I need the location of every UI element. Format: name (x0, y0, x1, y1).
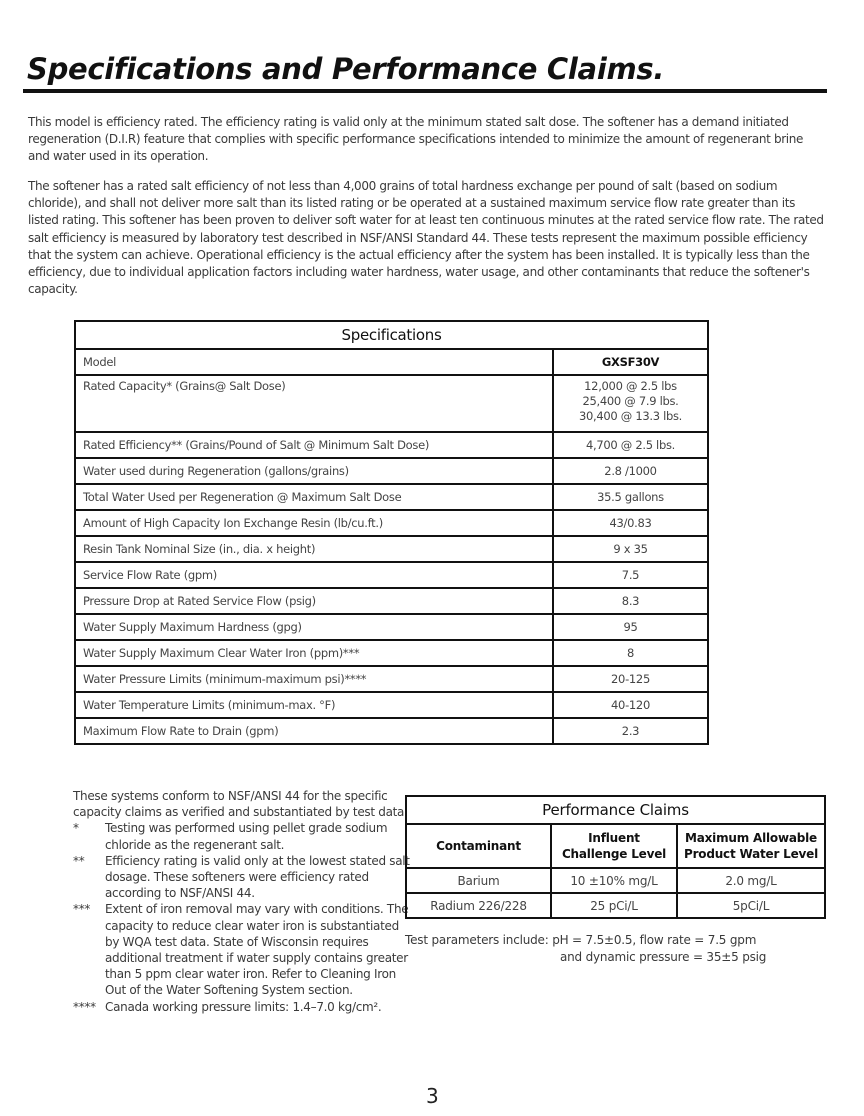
spec-label: Amount of High Capacity Ion Exchange Resin (lb/cu.ft.) (75, 510, 553, 536)
influent-cell: 10 ±10% mg/L (551, 868, 677, 893)
footnote-item (73, 853, 413, 902)
header-line: Maximum Allowable (684, 831, 817, 845)
footnote-item (73, 820, 413, 852)
contaminant-cell: Barium (406, 868, 551, 893)
table-row (75, 692, 708, 718)
spec-label: Rated Efficiency** (Grains/Pound of Salt @ Minimum Salt Dose) (75, 432, 553, 458)
efficiency-paragraph: The softener has a rated salt efficiency of not less than 4,000 grains of total hardness exchange per pound of salt (based on sodium chloride), and shall not deliver more salt than its listed rating or be operated at a sustained maximum service flow rate greater than its listed rating. This softener has been proven to deliver soft water for at least ten continuous minutes at the rated service flow rate. The rated salt efficiency is measured by laboratory test described in NSF/ANSI Standard 44. These tests represent the maximum possible efficiency that the system can achieve. Operational efficiency is the actual efficiency after the system has been installed. It is typically less than the efficiency, due to individual application factors including water hardness, water usage, and other contaminants that reduce the softener's capacity. (28, 179, 824, 297)
spec-value: 2.3 (553, 718, 708, 744)
spec-label: Resin Tank Nominal Size (in., dia. x height) (75, 536, 553, 562)
spec-value: 4,700 @ 2.5 lbs. (553, 432, 708, 458)
column-header-contaminant (406, 824, 551, 868)
footnote-mark: ** (73, 853, 85, 868)
table-row (75, 718, 708, 744)
spec-label: Model (75, 349, 553, 375)
influent-cell: 25 pCi/L (551, 893, 677, 918)
table-row (75, 614, 708, 640)
spec-label: Water used during Regeneration (gallons/grains) (75, 458, 553, 484)
spec-value: 95 (553, 614, 708, 640)
performance-claims-table (405, 795, 826, 919)
spec-label: Water Temperature Limits (minimum-max. °F) (75, 692, 553, 718)
specifications-table (74, 320, 709, 745)
header-line: Contaminant (436, 839, 521, 853)
spec-label: Water Supply Maximum Clear Water Iron (ppm)*** (75, 640, 553, 666)
page-number: 3 (426, 1084, 439, 1108)
header-line: Product Water Level (683, 847, 819, 861)
performance-claims-caption: Performance Claims (406, 796, 825, 824)
table-row (75, 349, 708, 375)
column-header-max-allowable (677, 824, 825, 868)
spec-label: Water Pressure Limits (minimum-maximum psi)**** (75, 666, 553, 692)
table-row (75, 536, 708, 562)
table-row (75, 666, 708, 692)
spec-value: 9 x 35 (553, 536, 708, 562)
table-row (75, 375, 708, 432)
table-row (406, 893, 825, 918)
spec-label: Maximum Flow Rate to Drain (gpm) (75, 718, 553, 744)
test-parameters-line-1: Test parameters include: pH = 7.5±0.5, flow rate = 7.5 gpm (405, 933, 757, 947)
spec-value: 35.5 gallons (553, 484, 708, 510)
spec-value (553, 375, 708, 432)
table-row (75, 562, 708, 588)
test-parameters (405, 932, 835, 965)
spec-value: 7.5 (553, 562, 708, 588)
spec-value: 43/0.83 (553, 510, 708, 536)
footnote-text: Canada working pressure limits: 1.4–7.0 kg/cm². (105, 999, 382, 1014)
capacity-value: 30,400 @ 13.3 lbs. (578, 409, 683, 423)
max-level-cell: 2.0 mg/L (677, 868, 825, 893)
footnote-item (73, 901, 413, 998)
spec-label: Total Water Used per Regeneration @ Maximum Salt Dose (75, 484, 553, 510)
table-row (75, 458, 708, 484)
spec-value: 2.8 /1000 (553, 458, 708, 484)
spec-label: Service Flow Rate (gpm) (75, 562, 553, 588)
max-level-cell: 5pCi/L (677, 893, 825, 918)
intro-paragraph: This model is efficiency rated. The efficiency rating is valid only at the minimum stated salt dose. The softener has a demand initiated regeneration (D.I.R) feature that complies with specific performance specifications intended to minimize the amount of regenerant brine and water used in its operation. (28, 115, 804, 164)
capacity-value: 12,000 @ 2.5 lbs (584, 379, 677, 393)
footnote-item (73, 999, 413, 1015)
table-row (75, 432, 708, 458)
footnotes-intro: These systems conform to NSF/ANSI 44 for the specific capacity claims as verified and substantiated by test data. (73, 789, 408, 820)
footnote-mark: **** (73, 999, 96, 1014)
spec-value: 40-120 (553, 692, 708, 718)
table-row (75, 484, 708, 510)
footnote-mark: * (73, 821, 79, 836)
footnote-text: Efficiency rating is valid only at the lowest stated salt dosage. These softeners were efficiency rated according to NSF/ANSI 44. (105, 853, 410, 901)
specifications-caption: Specifications (75, 321, 708, 349)
spec-value: 8.3 (553, 588, 708, 614)
test-parameters-line-2: and dynamic pressure = 35±5 psig (560, 949, 767, 964)
spec-label: Pressure Drop at Rated Service Flow (psig) (75, 588, 553, 614)
spec-label: Rated Capacity* (Grains@ Salt Dose) (75, 375, 553, 432)
spec-value: 20-125 (553, 666, 708, 692)
title-divider (23, 89, 827, 93)
header-line: Influent (588, 831, 640, 845)
table-row (75, 510, 708, 536)
table-row (75, 588, 708, 614)
footnote-text: Testing was performed using pellet grade sodium chloride as the regenerant salt. (105, 821, 388, 852)
spec-label: Water Supply Maximum Hardness (gpg) (75, 614, 553, 640)
footnote-mark: *** (73, 902, 91, 917)
model-value: GXSF30V (553, 349, 708, 375)
header-line: Challenge Level (561, 847, 667, 861)
footnotes (73, 788, 413, 1015)
table-row (75, 640, 708, 666)
column-header-influent (551, 824, 677, 868)
spec-value: 8 (553, 640, 708, 666)
capacity-value: 25,400 @ 7.9 lbs. (582, 394, 679, 408)
footnote-text: Extent of iron removal may vary with conditions. The capacity to reduce clear water iron is substantiated by WQA test data. State of Wisconsin requires additional treatment if water supply contains greater than 5 ppm clear water iron. Refer to Cleaning Iron Out of the Water Softening System section. (105, 902, 409, 998)
contaminant-cell: Radium 226/228 (406, 893, 551, 918)
page-title: Specifications and Performance Claims. (27, 52, 665, 86)
table-row (406, 868, 825, 893)
